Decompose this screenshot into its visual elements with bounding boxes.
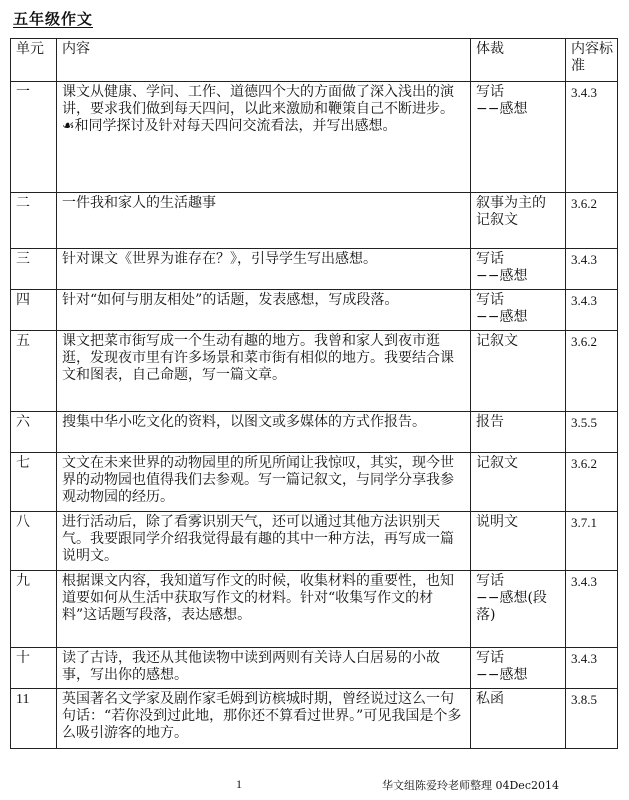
header-content: 内容	[57, 39, 471, 82]
genre-cell: 写话 −−感想(段落)	[471, 571, 566, 648]
standard-cell: 3.6.2	[566, 453, 618, 512]
unit-cell: 二	[11, 193, 57, 249]
genre-cell: 说明文	[471, 512, 566, 571]
genre-cell: 写话 −−感想	[471, 290, 566, 331]
content-cell: 根据课文内容，我知道写作文的时候，收集材料的重要性，也知道要如何从生活中获取写作文的材料。针对“收集写作文的材料”这话题写段落，表达感想。	[57, 571, 471, 648]
table-row	[11, 412, 618, 453]
table-header-row	[11, 39, 618, 82]
table-row	[11, 512, 618, 571]
content-cell: 搜集中华小吃文化的资料，以图文或多媒体的方式作报告。	[57, 412, 471, 453]
table-row	[11, 193, 618, 249]
unit-cell: 一	[11, 82, 57, 193]
content-cell: 文文在未来世界的动物园里的所见所闻让我惊叹，其实，现今世界的动物园也值得我们去参观。写一篇记叙文，与同学分享我参观动物园的经历。	[57, 453, 471, 512]
content-cell: 针对“如何与朋友相处”的话题，发表感想，写成段落。	[57, 290, 471, 331]
table-row	[11, 82, 618, 193]
content-cell: 读了古诗，我还从其他读物中读到两则有关诗人白居易的小故事，写出你的感想。	[57, 648, 471, 689]
genre-cell: 报告	[471, 412, 566, 453]
page-title: 五年级作文	[13, 10, 94, 28]
standard-cell: 3.8.5	[566, 689, 618, 749]
table-row	[11, 648, 618, 689]
content-cell: 针对课文《世界为谁存在？》，引导学生写出感想。	[57, 249, 471, 290]
standard-cell: 3.7.1	[566, 512, 618, 571]
genre-cell: 记叙文	[471, 331, 566, 412]
unit-cell: 五	[11, 331, 57, 412]
unit-cell: 11	[11, 689, 57, 749]
table-row	[11, 290, 618, 331]
standard-cell: 3.4.3	[566, 82, 618, 193]
header-unit: 单元	[11, 39, 57, 82]
content-main: 课文从健康、学问、工作、道德四个大的方面做了深入浅出的演讲，要求我们做到每天四问，以此来激励和鞭策自己不断进步。	[62, 84, 454, 117]
table-row	[11, 453, 618, 512]
content-cell	[57, 82, 471, 193]
genre-cell: 叙事为主的 记叙文	[471, 193, 566, 249]
genre-cell: 写话 −−感想	[471, 249, 566, 290]
footer-credit: 华文组陈爱玲老师整理 04Dec2014	[382, 779, 559, 792]
genre-cell: 写话 −−感想	[471, 82, 566, 193]
unit-cell: 三	[11, 249, 57, 290]
standard-cell: 3.4.3	[566, 571, 618, 648]
unit-cell: 四	[11, 290, 57, 331]
standard-cell: 3.4.3	[566, 249, 618, 290]
genre-cell: 记叙文	[471, 453, 566, 512]
essay-table	[10, 38, 618, 749]
table-row	[11, 689, 618, 749]
genre-cell: 私函	[471, 689, 566, 749]
content-cell: 进行活动后，除了看雾识别天气，还可以通过其他方法识别天气。我要跟同学介绍我觉得最有趣的其中一种方法，再写成一篇说明文。	[57, 512, 471, 571]
header-standard: 内容标准	[566, 39, 618, 82]
standard-cell: 3.5.5	[566, 412, 618, 453]
table-row	[11, 249, 618, 290]
standard-cell: 3.4.3	[566, 648, 618, 689]
content-cell: 英国著名文学家及剧作家毛姆到访槟城时期，曾经说过这么一句句话：“若你没到过此地，那你还不算看过世界。”可见我国是个多么吸引游客的地方。	[57, 689, 471, 749]
standard-cell: 3.6.2	[566, 193, 618, 249]
unit-cell: 七	[11, 453, 57, 512]
standard-cell: 3.4.3	[566, 290, 618, 331]
unit-cell: 八	[11, 512, 57, 571]
content-cell: 课文把菜市街写成一个生动有趣的地方。我曾和家人到夜市逛逛，发现夜市里有许多场景和菜市街有相似的地方。我要结合课文和图表，自己命题，写一篇文章。	[57, 331, 471, 412]
unit-cell: 九	[11, 571, 57, 648]
unit-cell: 六	[11, 412, 57, 453]
content-cell: 一件我和家人的生活趣事	[57, 193, 471, 249]
table-row	[11, 331, 618, 412]
page-number: 1	[236, 777, 242, 791]
standard-cell: 3.6.2	[566, 331, 618, 412]
table-row	[11, 571, 618, 648]
unit-cell: 十	[11, 648, 57, 689]
header-genre: 体裁	[471, 39, 566, 82]
content-extra: ☙和同学探讨及针对每天四问交流看法，并写出感想。	[62, 118, 397, 134]
genre-cell: 写话 −−感想	[471, 648, 566, 689]
